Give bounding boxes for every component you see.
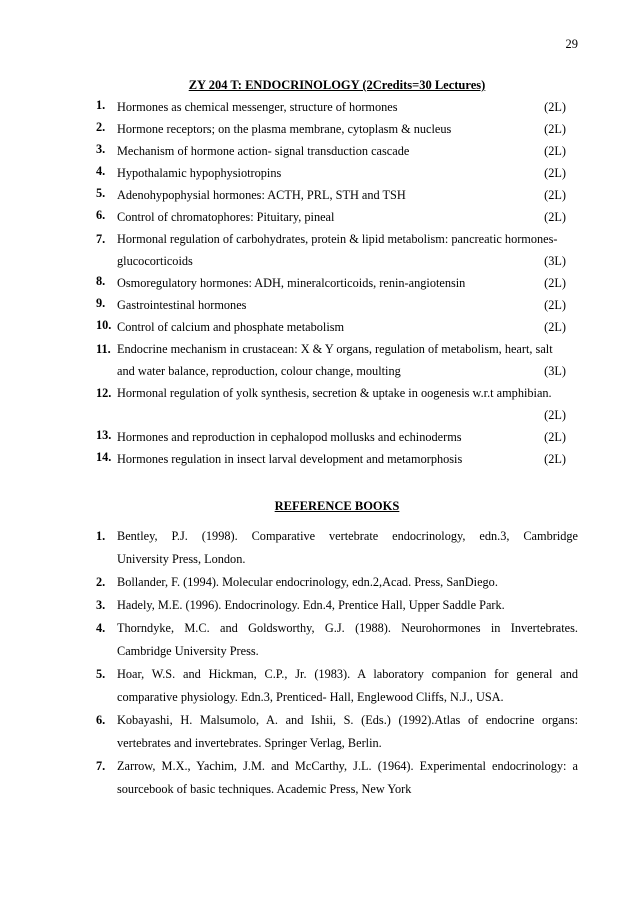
item-text-line1: Endocrine mechanism in crustacean: X & Y organs, regulation of metabolism, heart, salt xyxy=(117,342,553,356)
item-credit: (2L) xyxy=(544,430,566,444)
item-credit: (2L) xyxy=(544,122,566,136)
item-number: 14. xyxy=(96,450,112,464)
item-credit: (3L) xyxy=(544,364,566,378)
item-number: 7. xyxy=(96,232,106,246)
page-number: 29 xyxy=(565,37,578,51)
references-list xyxy=(96,525,578,801)
reference-item xyxy=(96,525,578,571)
reference-line1: Kobayashi, H. Malsumolo, A. and Ishii, S. (Eds.) (1992).Atlas of endocrine organs: xyxy=(117,713,578,727)
item-credit: (2L) xyxy=(544,100,566,114)
reference-line1: Hoar, W.S. and Hickman, C.P., Jr. (1983). A laboratory companion for general and xyxy=(117,667,578,681)
item-text: Hormones as chemical messenger, structure of hormones xyxy=(117,100,398,114)
item-number: 8. xyxy=(96,274,106,288)
item-text: Adenohypophysial hormones: ACTH, PRL, STH and TSH xyxy=(117,188,406,202)
item-number: 6. xyxy=(96,208,106,222)
item-credit: (2L) xyxy=(544,320,566,334)
item-text: Hormones and reproduction in cephalopod mollusks and echinoderms xyxy=(117,430,462,444)
item-number: 1. xyxy=(96,529,106,543)
item-number: 7. xyxy=(96,759,106,773)
references-title: REFERENCE BOOKS xyxy=(274,499,400,513)
item-number: 4. xyxy=(96,164,106,178)
reference-line1: Hadely, M.E. (1996). Endocrinology. Edn.4, Prentice Hall, Upper Saddle Park. xyxy=(117,598,505,612)
item-number: 5. xyxy=(96,186,106,200)
syllabus-item xyxy=(96,338,578,382)
reference-item xyxy=(96,663,578,709)
item-credit: (2L) xyxy=(544,408,566,422)
item-number: 13. xyxy=(96,428,112,442)
syllabus-item xyxy=(96,96,578,118)
reference-item xyxy=(96,571,578,594)
item-credit: (2L) xyxy=(544,144,566,158)
reference-item xyxy=(96,617,578,663)
syllabus-item xyxy=(96,206,578,228)
reference-line1: Bentley, P.J. (1998). Comparative vertebrate endocrinology, edn.3, Cambridge xyxy=(117,529,578,543)
syllabus-item xyxy=(96,448,578,470)
syllabus-title: ZY 204 T: ENDOCRINOLOGY (2Credits=30 Lectures) xyxy=(188,78,486,92)
reference-line1: Bollander, F. (1994). Molecular endocrinology, edn.2,Acad. Press, SanDiego. xyxy=(117,575,498,589)
item-text-line1: Hormonal regulation of carbohydrates, protein & lipid metabolism: pancreatic hormones- xyxy=(117,232,558,246)
item-number: 1. xyxy=(96,98,106,112)
item-text: Hormone receptors; on the plasma membrane, cytoplasm & nucleus xyxy=(117,122,452,136)
syllabus-item xyxy=(96,426,578,448)
reference-line2: vertebrates and invertebrates. Springer Verlag, Berlin. xyxy=(117,736,382,750)
item-text: Gastrointestinal hormones xyxy=(117,298,247,312)
reference-item xyxy=(96,594,578,617)
syllabus-item xyxy=(96,316,578,338)
item-credit: (2L) xyxy=(544,276,566,290)
syllabus-item xyxy=(96,140,578,162)
item-credit: (2L) xyxy=(544,188,566,202)
item-credit: (2L) xyxy=(544,210,566,224)
item-credit: (2L) xyxy=(544,298,566,312)
item-number: 4. xyxy=(96,621,106,635)
item-number: 11. xyxy=(96,342,111,356)
syllabus-list xyxy=(96,96,578,470)
item-number: 3. xyxy=(96,142,106,156)
item-number: 10. xyxy=(96,318,112,332)
reference-line1: Thorndyke, M.C. and Goldsworthy, G.J. (1988). Neurohormones in Invertebrates. xyxy=(117,621,578,635)
syllabus-item xyxy=(96,272,578,294)
item-credit: (2L) xyxy=(544,452,566,466)
reference-item xyxy=(96,709,578,755)
item-text-line2: glucocorticoids xyxy=(117,254,193,268)
syllabus-item xyxy=(96,184,578,206)
item-text-line2: and water balance, reproduction, colour change, moulting xyxy=(117,364,401,378)
item-number: 2. xyxy=(96,575,106,589)
reference-line2: comparative physiology. Edn.3, Prenticed- Hall, Englewood Cliffs, N.J., USA. xyxy=(117,690,504,704)
item-text: Mechanism of hormone action- signal transduction cascade xyxy=(117,144,410,158)
item-number: 2. xyxy=(96,120,106,134)
item-text-line1: Hormonal regulation of yolk synthesis, secretion & uptake in oogenesis w.r.t amphibian. xyxy=(117,386,552,400)
reference-line2: University Press, London. xyxy=(117,552,246,566)
syllabus-item xyxy=(96,228,578,272)
item-number: 9. xyxy=(96,296,106,310)
item-number: 6. xyxy=(96,713,106,727)
item-text: Hormones regulation in insect larval development and metamorphosis xyxy=(117,452,463,466)
item-credit: (3L) xyxy=(544,254,566,268)
item-credit: (2L) xyxy=(544,166,566,180)
item-text: Hypothalamic hypophysiotropins xyxy=(117,166,282,180)
syllabus-item xyxy=(96,382,578,426)
reference-item xyxy=(96,755,578,801)
item-text: Control of calcium and phosphate metabolism xyxy=(117,320,345,334)
syllabus-item xyxy=(96,118,578,140)
item-number: 5. xyxy=(96,667,106,681)
item-number: 12. xyxy=(96,386,112,400)
reference-line1: Zarrow, M.X., Yachim, J.M. and McCarthy, J.L. (1964). Experimental endocrinology: a xyxy=(117,759,578,773)
item-text: Osmoregulatory hormones: ADH, mineralcorticoids, renin-angiotensin xyxy=(117,276,466,290)
reference-line2: sourcebook of basic techniques. Academic Press, New York xyxy=(117,782,412,796)
syllabus-item xyxy=(96,294,578,316)
reference-line2: Cambridge University Press. xyxy=(117,644,259,658)
item-number: 3. xyxy=(96,598,106,612)
syllabus-item xyxy=(96,162,578,184)
item-text: Control of chromatophores: Pituitary, pineal xyxy=(117,210,335,224)
